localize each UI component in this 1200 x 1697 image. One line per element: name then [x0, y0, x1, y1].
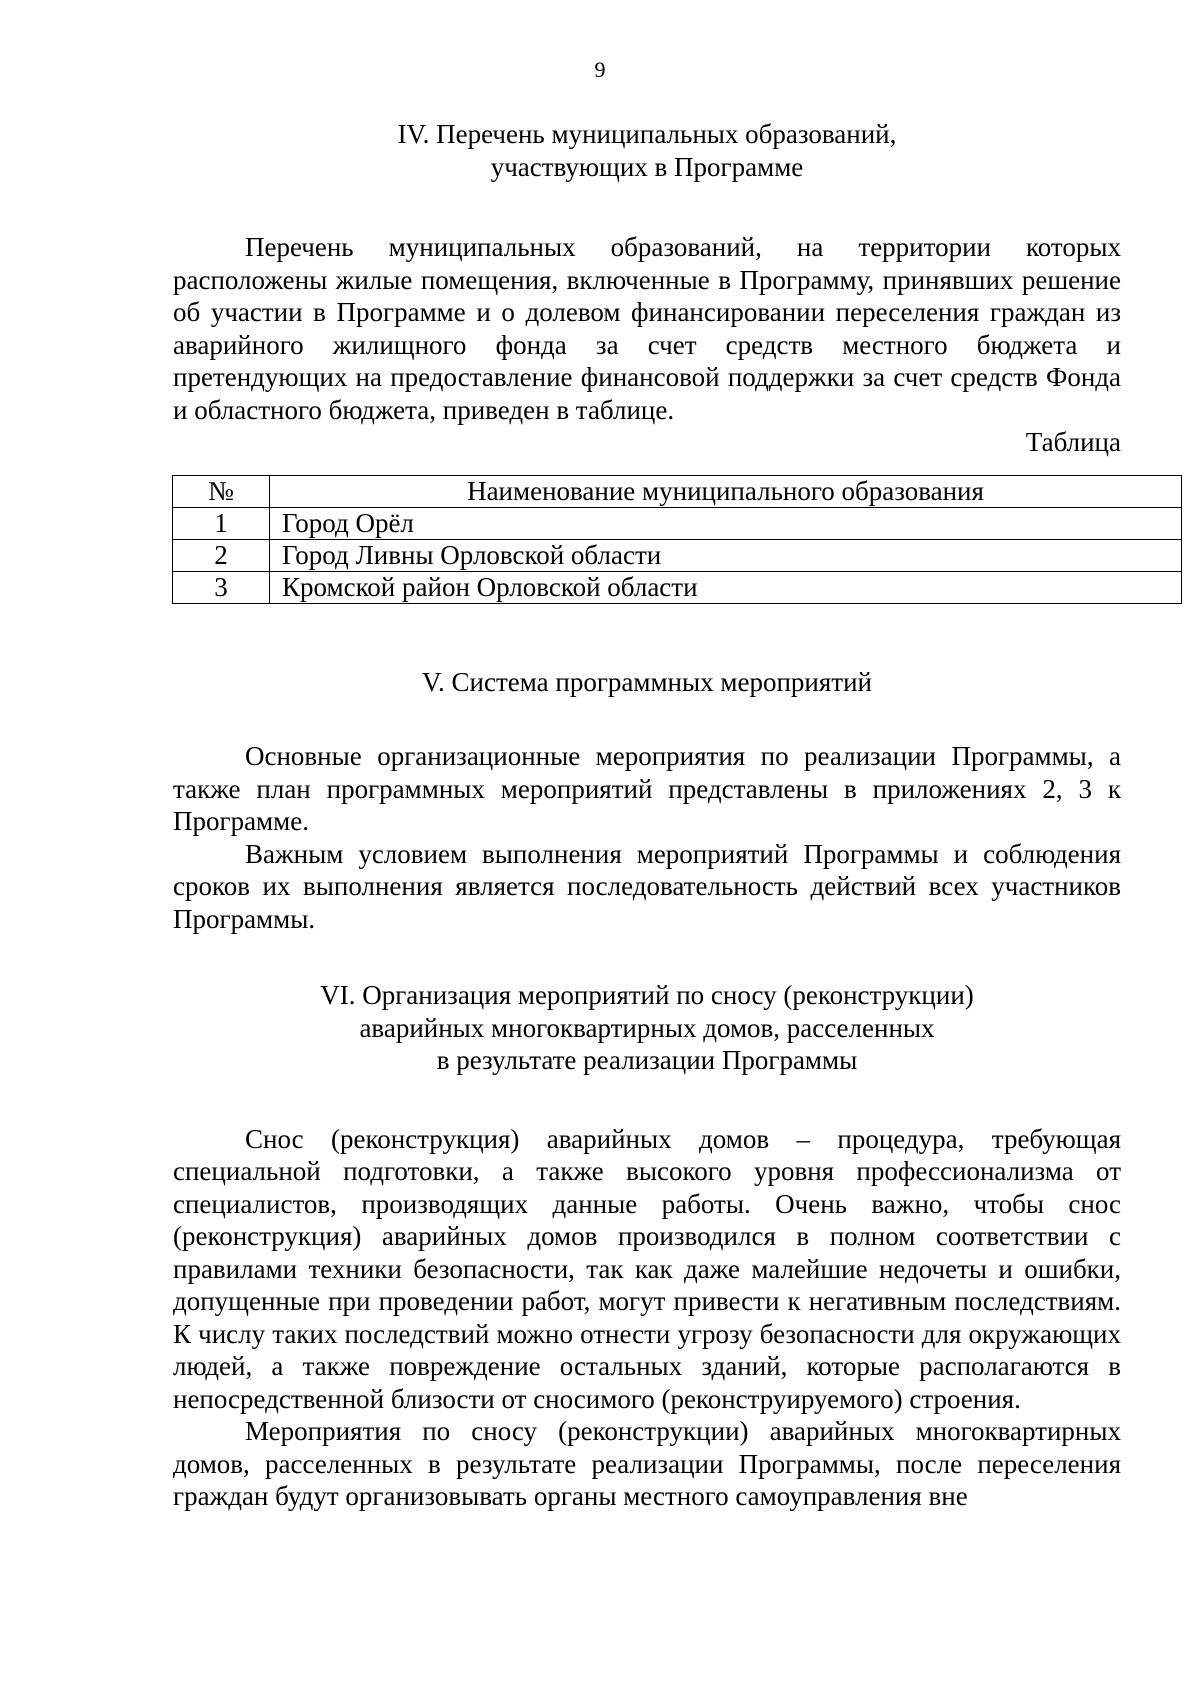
municipalities-table	[172, 475, 1182, 604]
table-header-name: Наименование муниципального образования	[270, 475, 1182, 507]
section-6-heading-line-3: в результате реализации Программы	[436, 1045, 858, 1075]
section-6-heading	[173, 979, 1121, 1077]
section-5-heading	[173, 666, 1121, 699]
section-4-heading-line-2: участвующих в Программе	[490, 151, 804, 182]
section-6-heading-line-2: аварийных многоквартирных домов, расселенных	[359, 1012, 935, 1043]
section-6-paragraph-2: Мероприятия по сносу (реконструкции) аварийных многоквартирных домов, расселенных в результате реализации Программы, после переселения граждан будут организовывать органы местного самоуправления вне	[173, 1416, 1121, 1511]
table-header-number: №	[173, 475, 270, 507]
section-5-heading-line: V. Система программных мероприятий	[422, 666, 872, 697]
section-4-heading	[173, 118, 1121, 183]
table-row	[173, 571, 1182, 603]
page-number: 9	[594, 57, 606, 82]
section-5-paragraph-1: Основные организационные мероприятия по реализации Программы, а также план программных мероприятий представлены в приложениях 2, 3 к Программе.	[173, 741, 1121, 836]
document-body	[173, 118, 1121, 1513]
table-cell-number: 3	[173, 571, 270, 603]
table-row	[173, 507, 1182, 539]
table-cell-number: 1	[173, 507, 270, 539]
section-4-heading-line-1: IV. Перечень муниципальных образований,	[397, 119, 897, 149]
table-header-row	[173, 475, 1182, 507]
section-4-paragraph: Перечень муниципальных образований, на территории которых расположены жилые помещения, включенные в Программу, принявших решение об участии в Программе и о долевом финансировании переселения граждан из аварийного жилищного фонда за счет средств местного бюджета и претендующих на предоставление финансовой поддержки за счет средств Фонда и областного бюджета, приведен в таблице.	[173, 232, 1121, 425]
table-label: Таблица	[1025, 427, 1121, 457]
section-6-heading-line-1: VI. Организация мероприятий по сносу (реконструкции)	[320, 980, 974, 1010]
table-cell-name: Кромской район Орловской области	[270, 571, 1182, 603]
table-cell-name: Город Орёл	[270, 507, 1182, 539]
table-row	[173, 539, 1182, 571]
table-cell-number: 2	[173, 539, 270, 571]
table-cell-name: Город Ливны Орловской области	[270, 539, 1182, 571]
section-6-paragraph-1: Снос (реконструкция) аварийных домов – процедура, требующая специальной подготовки, а также высокого уровня профессионализма от специалистов, производящих данные работы. Очень важно, чтобы снос (реконструкция) аварийных домов производился в полном соответствии с правилами техники безопасности, так как даже малейшие недочеты и ошибки, допущенные при проведении работ, могут привести к негативным последствиям. К числу таких последствий можно отнести угрозу безопасности для окружающих людей, а также повреждение остальных зданий, которые располагаются в непосредственной близости от сносимого (реконструируемого) строения.	[173, 1123, 1121, 1414]
section-5-paragraph-2: Важным условием выполнения мероприятий Программы и соблюдения сроков их выполнения является последовательность действий всех участников Программы.	[173, 838, 1121, 934]
